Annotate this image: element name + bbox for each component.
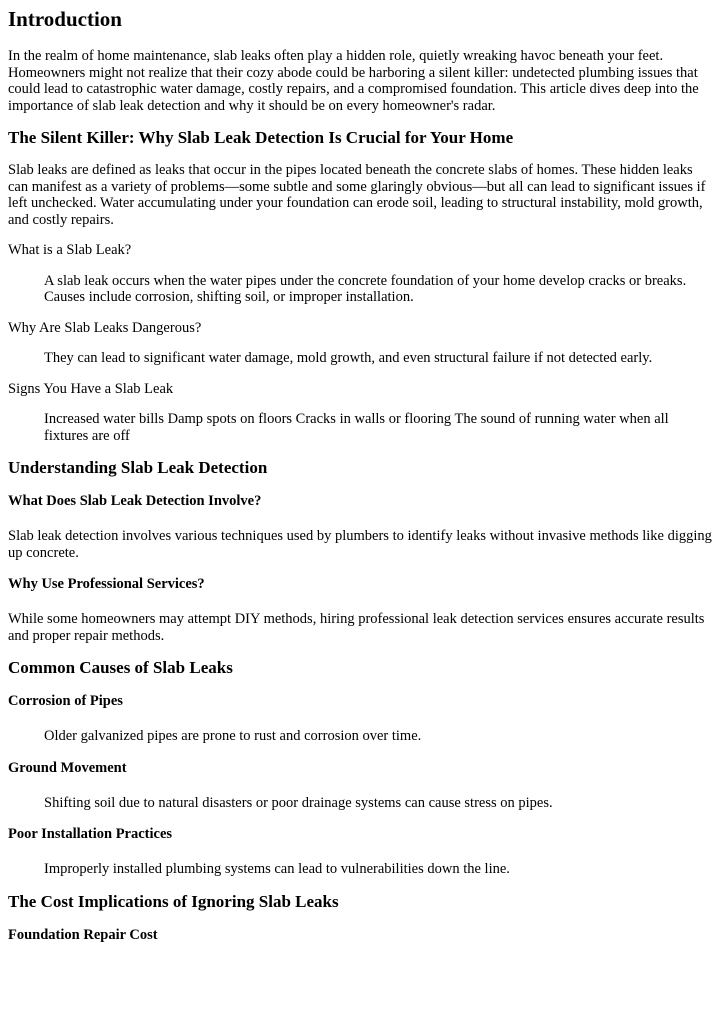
professional-services-heading: Why Use Professional Services? <box>8 576 205 592</box>
professional-services-paragraph: While some homeowners may attempt DIY methods, hiring professional leak detection services ensures accurate results and proper repair methods. <box>8 611 705 644</box>
cause-ground-description: Shifting soil due to natural disasters or poor drainage systems can cause stress on pipes. <box>44 794 553 811</box>
cause-corrosion-block <box>8 728 712 745</box>
detection-involve-paragraph: Slab leak detection involves various techniques used by plumbers to identify leaks without invasive methods like digging up concrete. <box>8 528 712 561</box>
faq-term-dangerous: Why Are Slab Leaks Dangerous? <box>8 319 202 336</box>
silent-killer-paragraph: Slab leaks are defined as leaks that occur in the pipes located beneath the concrete slabs of homes. These hidden leaks can manifest as a variety of problems—some subtle and some glaringly obvious—but all can lead to significant issues if left unchecked. Water accumulating under your foundation can erode soil, leading to structural instability, mold growth, and costly repairs. <box>8 162 706 228</box>
cause-ground-heading: Ground Movement <box>8 759 127 776</box>
foundation-repair-heading: Foundation Repair Cost <box>8 926 158 943</box>
detection-involve-heading: What Does Slab Leak Detection Involve? <box>8 493 262 509</box>
cause-corrosion-description: Older galvanized pipes are prone to rust and corrosion over time. <box>44 728 422 744</box>
article <box>0 7 720 944</box>
faq-description-signs: Increased water bills Damp spots on floors Cracks in walls or flooring The sound of running water when all fixtures are off <box>44 411 669 444</box>
cost-heading: The Cost Implications of Ignoring Slab Leaks <box>8 891 339 911</box>
faq-description-dangerous: They can lead to significant water damage, mold growth, and even structural failure if not detected early. <box>44 350 653 366</box>
intro-paragraph: In the realm of home maintenance, slab leaks often play a hidden role, quietly wreaking havoc beneath your feet. Homeowners might not realize that their cozy abode could be harboring a silent killer: undetected plumbing issues that could lead to catastrophic water damage, costly repairs, and a compromised foundation. This article dives deep into the importance of slab leak detection and why it should be on every homeowner's radar. <box>8 48 699 114</box>
slab-leak-faq-list <box>8 242 712 444</box>
faq-term-signs: Signs You Have a Slab Leak <box>8 380 174 397</box>
intro-heading: Introduction <box>8 7 122 31</box>
faq-description-what-is: A slab leak occurs when the water pipes under the concrete foundation of your home develop cracks or breaks. Causes include corrosion, shifting soil, or improper installation. <box>44 272 687 305</box>
cause-corrosion-heading: Corrosion of Pipes <box>8 693 123 709</box>
cause-ground-block <box>8 795 712 812</box>
cause-installation-heading: Poor Installation Practices <box>8 826 173 842</box>
faq-term-what-is: What is a Slab Leak? <box>8 242 132 258</box>
silent-killer-heading: The Silent Killer: Why Slab Leak Detection Is Crucial for Your Home <box>8 128 514 147</box>
causes-heading: Common Causes of Slab Leaks <box>8 658 233 677</box>
understanding-heading: Understanding Slab Leak Detection <box>8 458 268 477</box>
cause-installation-description: Improperly installed plumbing systems can lead to vulnerabilities down the line. <box>44 861 510 877</box>
cause-installation-block <box>8 861 712 878</box>
